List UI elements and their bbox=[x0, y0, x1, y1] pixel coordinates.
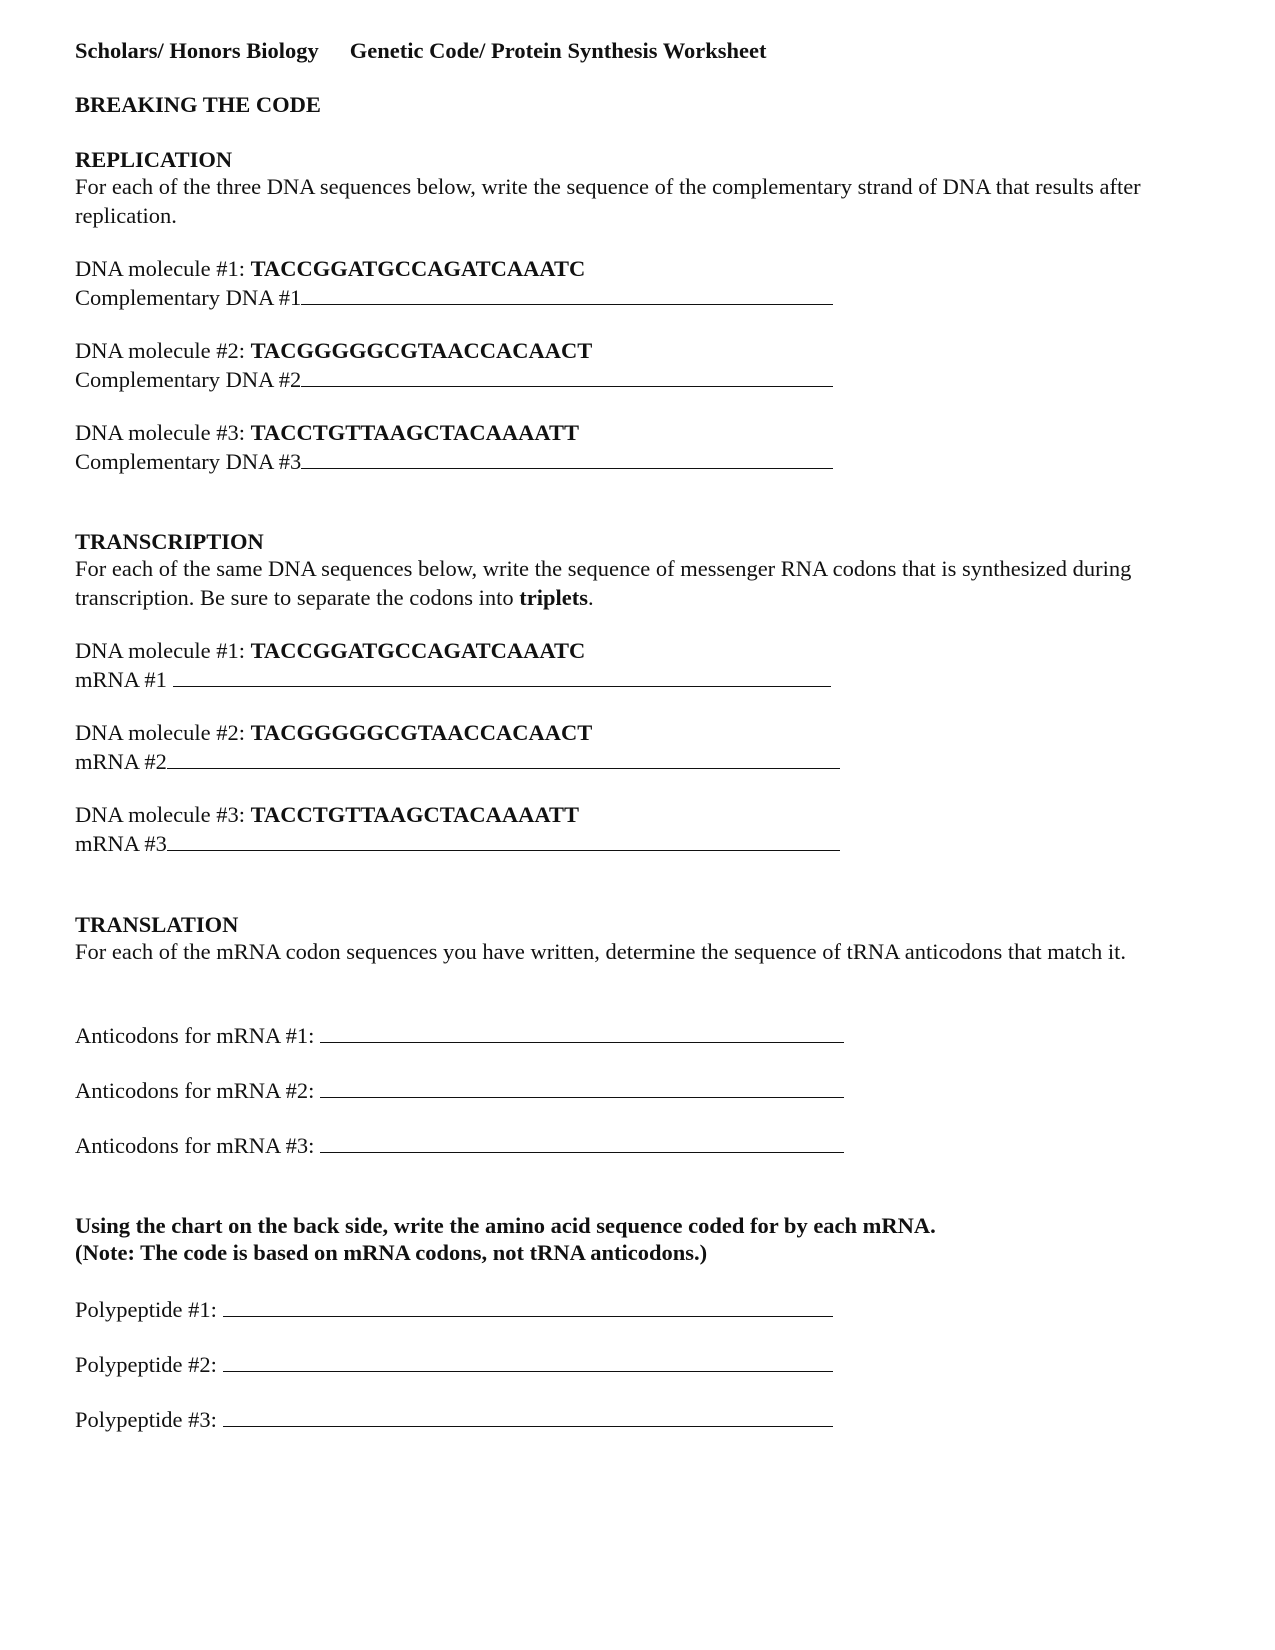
replication-dna-3 bbox=[75, 419, 579, 447]
dna-label: DNA molecule #2: bbox=[75, 720, 245, 745]
dna-sequence: TACCTGTTAAGCTACAAAATT bbox=[250, 802, 579, 827]
answer-label: mRNA #3 bbox=[75, 831, 167, 856]
translation-answer-2 bbox=[75, 1075, 844, 1105]
dna-label: DNA molecule #3: bbox=[75, 802, 245, 827]
dna-label: DNA molecule #1: bbox=[75, 638, 245, 663]
replication-dna-2 bbox=[75, 337, 592, 365]
polypeptide-answer-2 bbox=[75, 1349, 833, 1379]
dna-sequence: TACGGGGGCGTAACCACAACT bbox=[250, 338, 593, 363]
answer-blank[interactable] bbox=[320, 1075, 844, 1098]
replication-instructions: For each of the three DNA sequences below, write the sequence of the complementary strand of DNA that results after replication. bbox=[75, 174, 1141, 228]
answer-label: mRNA #2 bbox=[75, 749, 167, 774]
answer-label: Polypeptide #1: bbox=[75, 1297, 217, 1322]
dna-sequence: TACCGGATGCCAGATCAAATC bbox=[250, 638, 586, 663]
polypeptide-answer-1 bbox=[75, 1294, 833, 1324]
answer-label: Polypeptide #2: bbox=[75, 1352, 217, 1377]
transcription-dna-1 bbox=[75, 637, 585, 665]
replication-dna-1 bbox=[75, 255, 585, 283]
replication-answer-3 bbox=[75, 446, 833, 476]
answer-blank[interactable] bbox=[320, 1130, 844, 1153]
course-name: Scholars/ Honors Biology bbox=[75, 38, 319, 63]
answer-blank[interactable] bbox=[173, 664, 831, 687]
transcription-answer-3 bbox=[75, 828, 840, 858]
answer-label: Anticodons for mRNA #1: bbox=[75, 1023, 315, 1048]
worksheet-header bbox=[75, 37, 766, 65]
amino-instruction-1: Using the chart on the back side, write the amino acid sequence coded for by each mRNA. bbox=[75, 1213, 936, 1238]
dna-sequence: TACCTGTTAAGCTACAAAATT bbox=[250, 420, 579, 445]
replication-heading: REPLICATION bbox=[75, 147, 233, 172]
transcription-instructions bbox=[75, 555, 1195, 612]
dna-label: DNA molecule #2: bbox=[75, 338, 245, 363]
main-heading: BREAKING THE CODE bbox=[75, 92, 321, 117]
translation-heading: TRANSLATION bbox=[75, 912, 239, 937]
translation-answer-3 bbox=[75, 1130, 844, 1160]
answer-blank[interactable] bbox=[301, 282, 833, 305]
answer-label: Polypeptide #3: bbox=[75, 1407, 217, 1432]
answer-label: Anticodons for mRNA #3: bbox=[75, 1133, 315, 1158]
instructions-text: For each of the same DNA sequences below, write the sequence of messenger RNA codons that is synthesized during transcription. Be sure to separate the codons into bbox=[75, 556, 1132, 610]
replication-answer-2 bbox=[75, 364, 833, 394]
dna-label: DNA molecule #3: bbox=[75, 420, 245, 445]
answer-blank[interactable] bbox=[167, 828, 840, 851]
amino-instruction-2: (Note: The code is based on mRNA codons, not tRNA anticodons.) bbox=[75, 1240, 708, 1265]
answer-blank[interactable] bbox=[223, 1404, 833, 1427]
instructions-end: . bbox=[588, 584, 594, 610]
answer-label: mRNA #1 bbox=[75, 667, 167, 692]
answer-blank[interactable] bbox=[223, 1349, 833, 1372]
translation-instructions: For each of the mRNA codon sequences you have written, determine the sequence of tRNA anticodons that match it. bbox=[75, 939, 1126, 964]
answer-label: Complementary DNA #3 bbox=[75, 449, 302, 474]
answer-label: Complementary DNA #1 bbox=[75, 285, 302, 310]
transcription-answer-2 bbox=[75, 746, 840, 776]
worksheet-title: Genetic Code/ Protein Synthesis Worksheet bbox=[349, 38, 767, 63]
answer-blank[interactable] bbox=[301, 364, 833, 387]
instructions-emphasis: triplets bbox=[519, 584, 588, 610]
replication-answer-1 bbox=[75, 282, 833, 312]
answer-blank[interactable] bbox=[223, 1294, 833, 1317]
transcription-answer-1 bbox=[75, 664, 831, 694]
polypeptide-answer-3 bbox=[75, 1404, 833, 1434]
answer-blank[interactable] bbox=[320, 1020, 844, 1043]
translation-answer-1 bbox=[75, 1020, 844, 1050]
transcription-dna-2 bbox=[75, 719, 592, 747]
transcription-dna-3 bbox=[75, 801, 579, 829]
answer-blank[interactable] bbox=[301, 446, 833, 469]
answer-label: Complementary DNA #2 bbox=[75, 367, 302, 392]
answer-blank[interactable] bbox=[167, 746, 840, 769]
transcription-heading: TRANSCRIPTION bbox=[75, 529, 264, 554]
dna-sequence: TACCGGATGCCAGATCAAATC bbox=[250, 256, 586, 281]
answer-label: Anticodons for mRNA #2: bbox=[75, 1078, 315, 1103]
dna-label: DNA molecule #1: bbox=[75, 256, 245, 281]
dna-sequence: TACGGGGGCGTAACCACAACT bbox=[250, 720, 593, 745]
